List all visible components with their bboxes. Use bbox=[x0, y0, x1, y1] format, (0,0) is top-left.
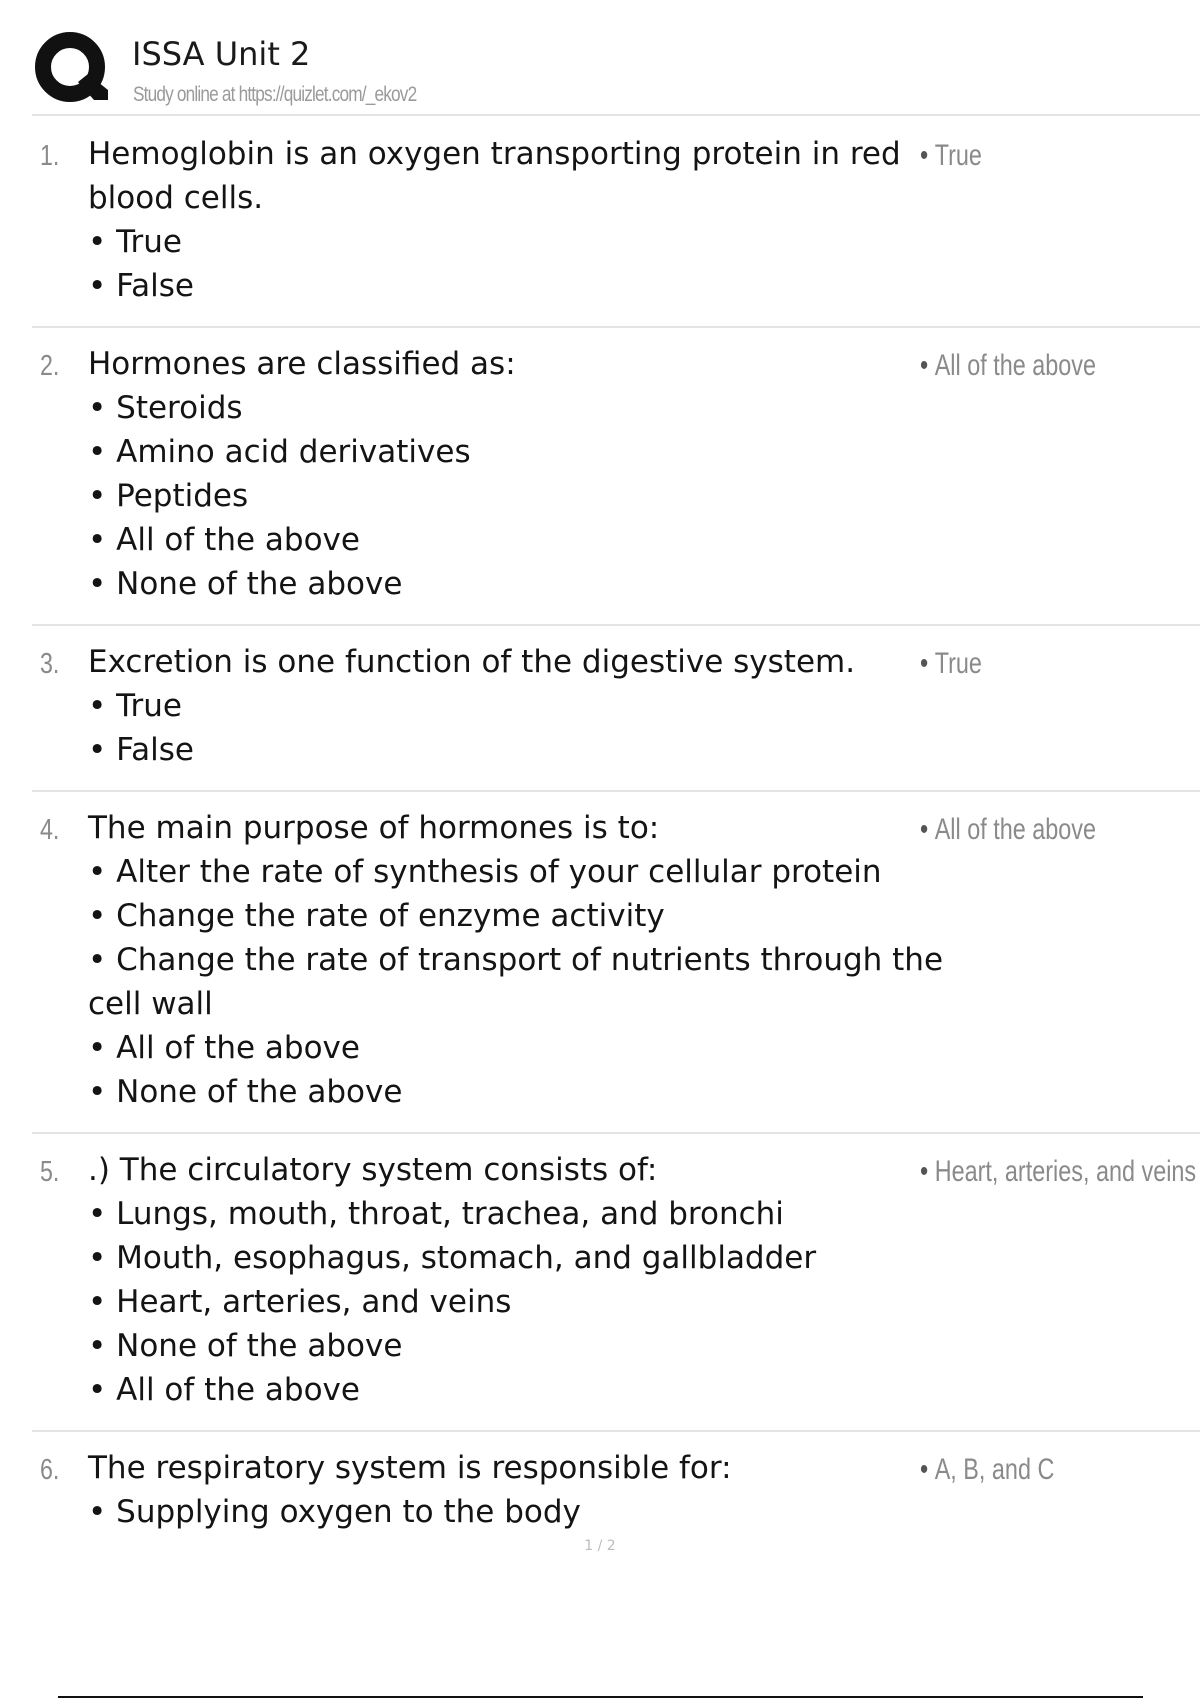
option-item: • Mouth, esophagus, stomach, and gallbladder bbox=[88, 1236, 948, 1280]
card-number: 3. bbox=[40, 648, 60, 680]
card-answer: • True bbox=[920, 134, 982, 178]
option-item: • Peptides bbox=[88, 474, 948, 518]
card-number: 1. bbox=[40, 140, 60, 172]
card-answer: • True bbox=[920, 642, 982, 686]
option-item: • Lungs, mouth, throat, trachea, and bronchi bbox=[88, 1192, 948, 1236]
document-title: ISSA Unit 2 bbox=[132, 35, 311, 73]
option-item: • False bbox=[88, 728, 948, 772]
option-item: • All of the above bbox=[88, 1368, 948, 1412]
question-text: The main purpose of hormones is to: bbox=[88, 810, 660, 846]
card-answer: • All of the above bbox=[920, 344, 1096, 388]
flashcard-5 bbox=[32, 1134, 1200, 1432]
option-item: • Steroids bbox=[88, 386, 948, 430]
card-term bbox=[88, 132, 948, 308]
study-link[interactable]: Study online at https://quizlet.com/_ekov2 bbox=[133, 83, 417, 106]
option-item: • None of the above bbox=[88, 562, 948, 606]
flashcard-list bbox=[32, 118, 1200, 1552]
card-answer: • Heart, arteries, and veins bbox=[920, 1150, 1196, 1194]
flashcard-1 bbox=[32, 118, 1200, 328]
quizlet-logo-icon bbox=[32, 30, 112, 110]
card-number: 2. bbox=[40, 350, 60, 382]
question-text: Hemoglobin is an oxygen transporting protein in red blood cells. bbox=[88, 136, 901, 216]
flashcard-4 bbox=[32, 792, 1200, 1134]
bottom-divider bbox=[58, 1696, 1143, 1698]
option-item: • None of the above bbox=[88, 1070, 948, 1114]
document-header bbox=[32, 30, 1200, 116]
flashcard-6 bbox=[32, 1432, 1200, 1552]
card-term bbox=[88, 1148, 948, 1412]
flashcard-2 bbox=[32, 328, 1200, 626]
card-term bbox=[88, 640, 948, 772]
card-answer: • A, B, and C bbox=[920, 1448, 1054, 1492]
page-indicator: 1 / 2 bbox=[584, 1538, 616, 1554]
option-item: • Supplying oxygen to the body bbox=[88, 1490, 948, 1534]
option-item: • Alter the rate of synthesis of your cellular protein bbox=[88, 850, 948, 894]
option-item: • False bbox=[88, 264, 948, 308]
option-item: • True bbox=[88, 220, 948, 264]
card-term bbox=[88, 342, 948, 606]
option-item: • Change the rate of enzyme activity bbox=[88, 894, 948, 938]
flashcard-3 bbox=[32, 626, 1200, 792]
option-item: • Heart, arteries, and veins bbox=[88, 1280, 948, 1324]
question-text: Excretion is one function of the digestive system. bbox=[88, 644, 856, 680]
option-item: • Change the rate of transport of nutrients through the cell wall bbox=[88, 938, 948, 1026]
card-number: 5. bbox=[40, 1156, 60, 1188]
card-term bbox=[88, 806, 948, 1114]
option-item: • All of the above bbox=[88, 518, 948, 562]
card-term bbox=[88, 1446, 948, 1534]
question-text: Hormones are classified as: bbox=[88, 346, 516, 382]
option-item: • All of the above bbox=[88, 1026, 948, 1070]
question-text: The respiratory system is responsible for: bbox=[88, 1450, 732, 1486]
option-item: • None of the above bbox=[88, 1324, 948, 1368]
card-number: 6. bbox=[40, 1454, 60, 1486]
card-answer: • All of the above bbox=[920, 808, 1096, 852]
option-item: • True bbox=[88, 684, 948, 728]
card-number: 4. bbox=[40, 814, 60, 846]
question-text: .) The circulatory system consists of: bbox=[88, 1152, 658, 1188]
option-item: • Amino acid derivatives bbox=[88, 430, 948, 474]
